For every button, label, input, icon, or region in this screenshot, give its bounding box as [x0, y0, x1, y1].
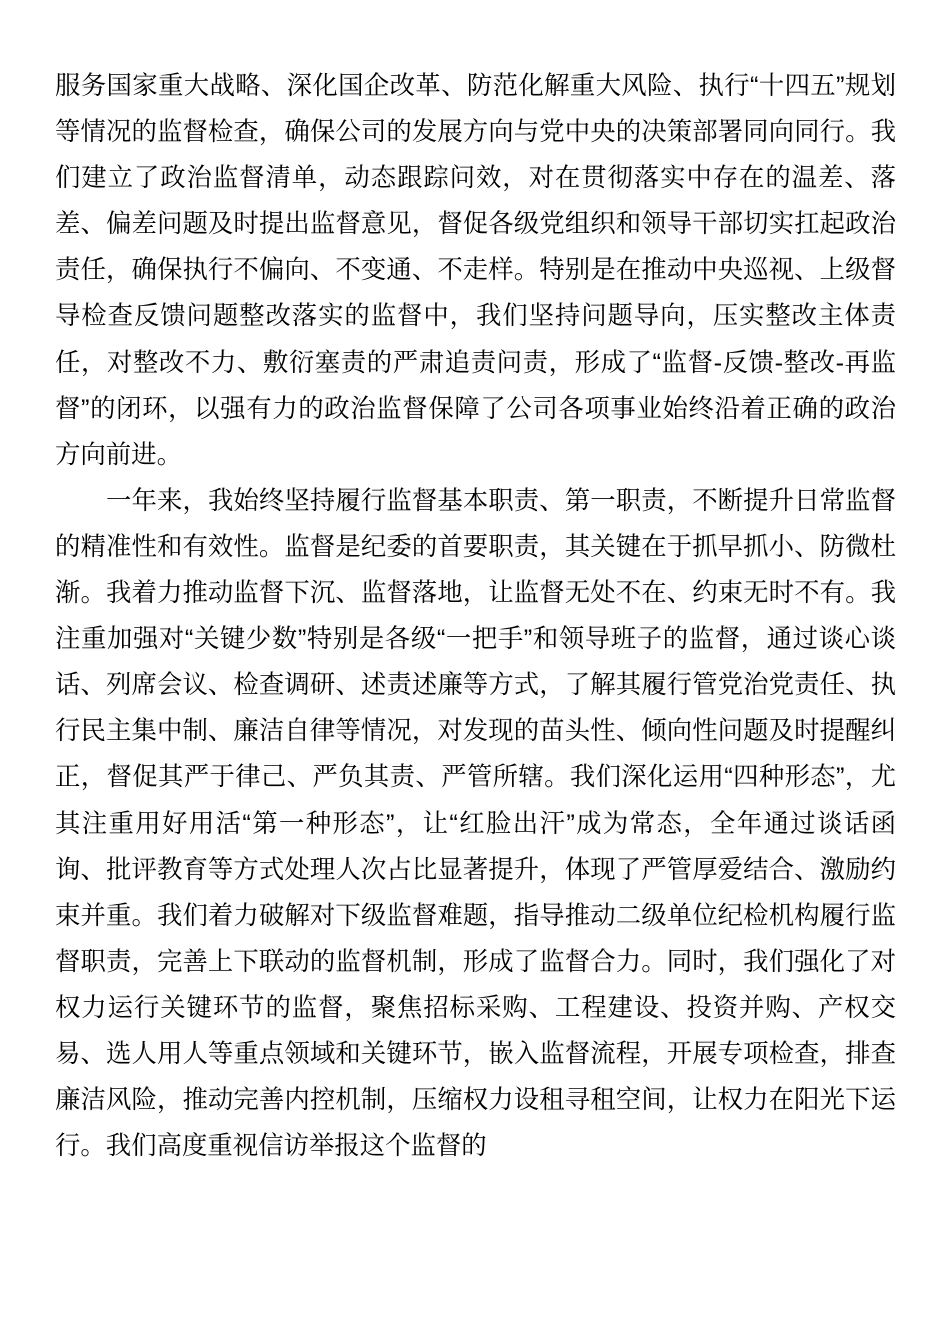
document-paragraph-1: 服务国家重大战略、深化国企改革、防范化解重大风险、执行“十四五”规划等情况的监督检查，确保公司的发展方向与党中央的决策部署同向同行。我们建立了政治监督清单，动态跟踪问效，对在贯彻落实中存在的温差、落差、偏差问题及时提出监督意见，督促各级党组织和领导干部切实扛起政治责任，确保执行不偏向、不变通、不走样。特别是在推动中央巡视、上级督导检查反馈问题整改落实的监督中，我们坚持问题导向，压实整改主体责任，对整改不力、敷衍塞责的严肃追责问责，形成了“监督-反馈-整改-再监督”的闭环，以强有力的政治监督保障了公司各项事业始终沿着正确的政治方向前进。 — [55, 72, 896, 469]
document-text-column — [55, 63, 896, 1169]
document-paragraph-2: 一年来，我始终坚持履行监督基本职责、第一职责，不断提升日常监督的精准性和有效性。监督是纪委的首要职责，其关键在于抓早抓小、防微杜渐。我着力推动监督下沉、监督落地，让监督无处不在、约束无时不有。我注重加强对“关键少数”特别是各级“一把手”和领导班子的监督，通过谈心谈话、列席会议、检查调研、述责述廉等方式，了解其履行管党治党责任、执行民主集中制、廉洁自律等情况，对发现的苗头性、倾向性问题及时提醒纠正，督促其严于律己、严负其责、严管所辖。我们深化运用“四种形态”，尤其注重用好用活“第一种形态”，让“红脸出汗”成为常态，全年通过谈话函询、批评教育等方式处理人次占比显著提升，体现了严管厚爱结合、激励约束并重。我们着力破解对下级监督难题，指导推动二级单位纪检机构履行监督职责，完善上下联动的监督机制，形成了监督合力。同时，我们强化了对权力运行关键环节的监督，聚焦招标采购、工程建设、投资并购、产权交易、选人用人等重点领域和关键环节，嵌入监督流程，开展专项检查，排查廉洁风险，推动完善内控机制，压缩权力设租寻租空间，让权力在阳光下运行。我们高度重视信访举报这个监督的 — [55, 486, 896, 1161]
